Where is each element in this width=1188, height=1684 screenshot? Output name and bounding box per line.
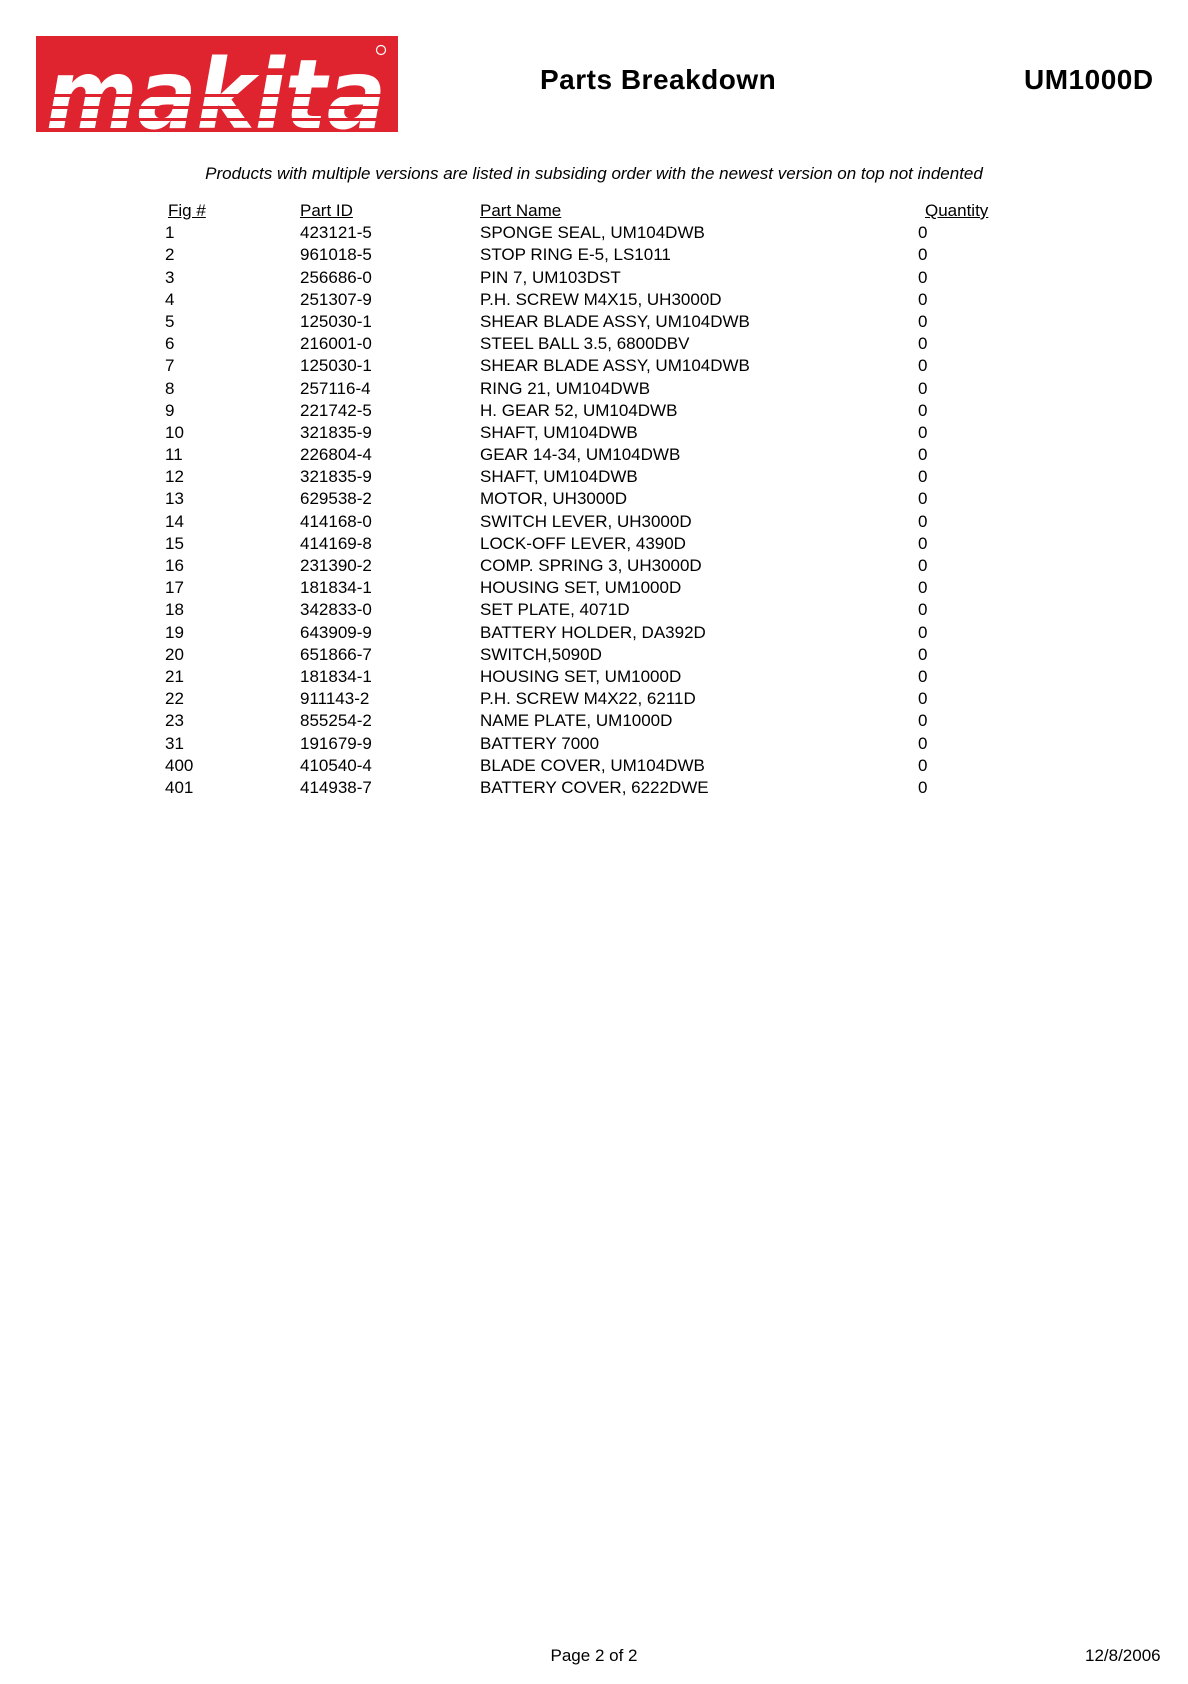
cell-fig: 23 xyxy=(165,711,184,731)
cell-part-name: SWITCH,5090D xyxy=(480,644,602,664)
page-title: Parts Breakdown xyxy=(540,64,777,95)
cell-fig: 22 xyxy=(165,689,184,709)
table-row xyxy=(165,666,1065,688)
cell-quantity: 0 xyxy=(918,533,928,553)
cell-part-id: 226804-4 xyxy=(300,445,372,465)
cell-part-id: 216001-0 xyxy=(300,334,372,354)
versions-note: Products with multiple versions are listed in subsiding order with the newest version on top not indented xyxy=(205,164,983,183)
cell-fig: 7 xyxy=(165,356,175,376)
table-body xyxy=(165,222,1065,799)
table-header-row xyxy=(165,200,1065,222)
table-row xyxy=(165,355,1065,377)
cell-fig: 10 xyxy=(165,422,184,442)
cell-fig: 1 xyxy=(165,223,175,243)
cell-quantity: 0 xyxy=(918,689,928,709)
table-row xyxy=(165,511,1065,533)
cell-part-name: H. GEAR 52, UM104DWB xyxy=(480,400,678,420)
cell-fig: 15 xyxy=(165,533,184,553)
cell-part-id: 414169-8 xyxy=(300,533,372,553)
cell-fig: 9 xyxy=(165,400,175,420)
model-number: UM1000D xyxy=(1024,64,1154,95)
table-row xyxy=(165,422,1065,444)
header-part-id: Part ID xyxy=(300,201,353,220)
cell-part-name: SET PLATE, 4071D xyxy=(480,600,630,620)
cell-part-id: 256686-0 xyxy=(300,267,372,287)
cell-part-id: 342833-0 xyxy=(300,600,372,620)
cell-quantity: 0 xyxy=(918,755,928,775)
cell-quantity: 0 xyxy=(918,711,928,731)
cell-quantity: 0 xyxy=(918,489,928,509)
table-row xyxy=(165,710,1065,732)
cell-fig: 4 xyxy=(165,289,175,309)
cell-part-id: 410540-4 xyxy=(300,755,372,775)
table-row xyxy=(165,599,1065,621)
cell-quantity: 0 xyxy=(918,733,928,753)
table-row xyxy=(165,444,1065,466)
table-row xyxy=(165,644,1065,666)
cell-quantity: 0 xyxy=(918,334,928,354)
cell-fig: 8 xyxy=(165,378,175,398)
cell-fig: 11 xyxy=(165,445,183,465)
parts-table xyxy=(165,200,1065,799)
cell-part-name: HOUSING SET, UM1000D xyxy=(480,578,682,598)
cell-quantity: 0 xyxy=(918,644,928,664)
table-row xyxy=(165,488,1065,510)
cell-part-name: BATTERY COVER, 6222DWE xyxy=(480,777,709,797)
table-row xyxy=(165,311,1065,333)
cell-part-name: SPONGE SEAL, UM104DWB xyxy=(480,223,705,243)
header-quantity: Quantity xyxy=(925,201,989,220)
cell-part-id: 321835-9 xyxy=(300,422,372,442)
cell-part-name: SWITCH LEVER, UH3000D xyxy=(480,511,692,531)
cell-part-name: STOP RING E-5, LS1011 xyxy=(480,245,671,265)
cell-part-name: RING 21, UM104DWB xyxy=(480,378,651,398)
page-number: Page 2 of 2 xyxy=(550,1646,638,1665)
table-row xyxy=(165,688,1065,710)
cell-quantity: 0 xyxy=(918,311,928,331)
cell-quantity: 0 xyxy=(918,422,928,442)
cell-part-id: 181834-1 xyxy=(300,578,372,598)
table-row xyxy=(165,577,1065,599)
cell-part-name: PIN 7, UM103DST xyxy=(480,267,621,287)
cell-part-name: BLADE COVER, UM104DWB xyxy=(480,755,705,775)
cell-part-id: 651866-7 xyxy=(300,644,372,664)
cell-part-id: 414168-0 xyxy=(300,511,372,531)
cell-part-id: 125030-1 xyxy=(300,311,372,331)
cell-fig: 16 xyxy=(165,556,184,575)
cell-quantity: 0 xyxy=(918,600,928,620)
cell-fig: 13 xyxy=(165,489,184,509)
cell-part-name: SHAFT, UM104DWB xyxy=(480,467,638,487)
header-fig: Fig # xyxy=(168,201,206,220)
cell-fig: 6 xyxy=(165,334,175,354)
cell-part-id: 911143-2 xyxy=(300,689,370,709)
table-row xyxy=(165,755,1065,777)
cell-quantity: 0 xyxy=(918,777,928,797)
table-row xyxy=(165,733,1065,755)
cell-quantity: 0 xyxy=(918,378,928,398)
cell-quantity: 0 xyxy=(918,511,928,531)
cell-part-id: 629538-2 xyxy=(300,489,372,509)
cell-fig: 12 xyxy=(165,467,184,487)
cell-part-id: 231390-2 xyxy=(300,556,372,575)
cell-quantity: 0 xyxy=(918,467,928,487)
cell-quantity: 0 xyxy=(918,223,928,243)
cell-quantity: 0 xyxy=(918,400,928,420)
table-row xyxy=(165,222,1065,244)
table-row xyxy=(165,378,1065,400)
cell-fig: 400 xyxy=(165,755,194,775)
cell-fig: 21 xyxy=(165,666,184,686)
cell-part-name: HOUSING SET, UM1000D xyxy=(480,666,682,686)
table-row xyxy=(165,533,1065,555)
cell-part-name: COMP. SPRING 3, UH3000D xyxy=(480,556,702,575)
cell-part-name: SHAFT, UM104DWB xyxy=(480,422,638,442)
cell-part-id: 125030-1 xyxy=(300,356,372,376)
cell-quantity: 0 xyxy=(918,622,928,642)
cell-part-id: 221742-5 xyxy=(300,400,372,420)
cell-part-id: 643909-9 xyxy=(300,622,372,642)
cell-fig: 3 xyxy=(165,267,175,287)
table-row xyxy=(165,333,1065,355)
cell-part-id: 321835-9 xyxy=(300,467,372,487)
cell-fig: 20 xyxy=(165,644,184,664)
cell-part-name: BATTERY HOLDER, DA392D xyxy=(480,622,706,642)
cell-fig: 31 xyxy=(165,733,184,753)
cell-part-name: GEAR 14-34, UM104DWB xyxy=(480,445,681,465)
cell-part-name: P.H. SCREW M4X15, UH3000D xyxy=(480,289,722,309)
cell-fig: 18 xyxy=(165,600,184,620)
cell-quantity: 0 xyxy=(918,666,928,686)
cell-fig: 17 xyxy=(165,578,184,598)
cell-part-id: 961018-5 xyxy=(300,245,372,265)
table-row xyxy=(165,400,1065,422)
table-row xyxy=(165,466,1065,488)
cell-part-name: SHEAR BLADE ASSY, UM104DWB xyxy=(480,311,750,331)
cell-part-id: 257116-4 xyxy=(300,378,371,398)
makita-logo xyxy=(36,36,398,132)
header-part-name: Part Name xyxy=(480,201,562,220)
cell-quantity: 0 xyxy=(918,245,928,265)
cell-part-name: BATTERY 7000 xyxy=(480,733,600,753)
table-row xyxy=(165,289,1065,311)
cell-fig: 5 xyxy=(165,311,175,331)
cell-quantity: 0 xyxy=(918,556,928,575)
cell-part-id: 191679-9 xyxy=(300,733,372,753)
cell-part-id: 423121-5 xyxy=(300,223,372,243)
print-date: 12/8/2006 xyxy=(1085,1646,1161,1665)
table-row xyxy=(165,555,1065,577)
cell-part-name: SHEAR BLADE ASSY, UM104DWB xyxy=(480,356,750,376)
cell-fig: 2 xyxy=(165,245,175,265)
cell-quantity: 0 xyxy=(918,289,928,309)
cell-fig: 14 xyxy=(165,511,184,531)
table-row xyxy=(165,777,1065,799)
cell-quantity: 0 xyxy=(918,578,928,598)
cell-quantity: 0 xyxy=(918,445,928,465)
cell-part-name: STEEL BALL 3.5, 6800DBV xyxy=(480,334,690,354)
cell-fig: 401 xyxy=(165,777,194,797)
table-row xyxy=(165,622,1065,644)
cell-part-id: 181834-1 xyxy=(300,666,372,686)
cell-part-name: LOCK-OFF LEVER, 4390D xyxy=(480,533,686,553)
table-row xyxy=(165,267,1065,289)
makita-logo-graphic xyxy=(36,36,398,132)
cell-quantity: 0 xyxy=(918,356,928,376)
table-row xyxy=(165,244,1065,266)
cell-fig: 19 xyxy=(165,622,184,642)
cell-quantity: 0 xyxy=(918,267,928,287)
cell-part-id: 251307-9 xyxy=(300,289,372,309)
cell-part-name: P.H. SCREW M4X22, 6211D xyxy=(480,689,696,709)
cell-part-id: 414938-7 xyxy=(300,777,372,797)
cell-part-name: NAME PLATE, UM1000D xyxy=(480,711,673,731)
cell-part-id: 855254-2 xyxy=(300,711,372,731)
cell-part-name: MOTOR, UH3000D xyxy=(480,489,628,509)
